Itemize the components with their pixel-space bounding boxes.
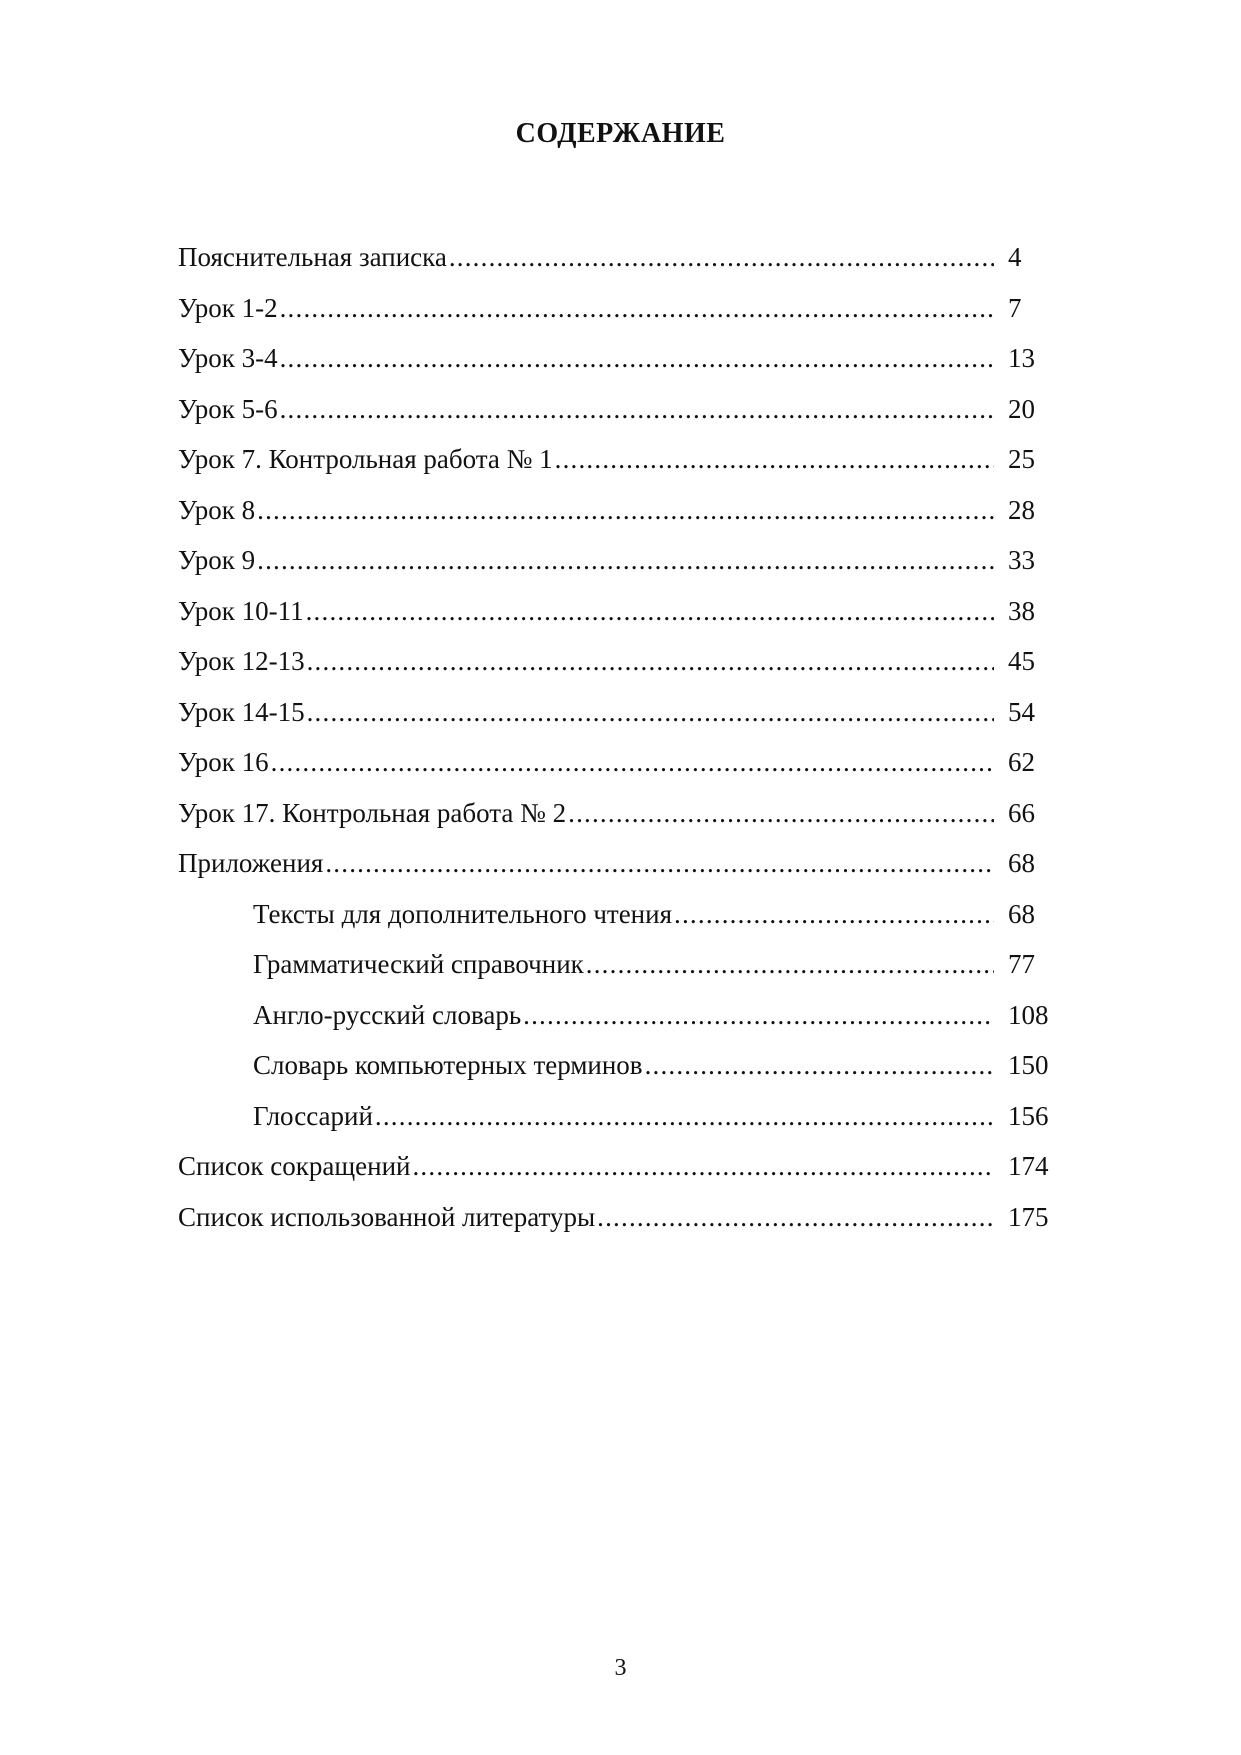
toc-entry-label: Урок 12-13 bbox=[178, 646, 305, 676]
toc-entry-page: 108 bbox=[1008, 999, 1049, 1030]
toc-entry bbox=[178, 990, 1058, 1041]
toc-entry bbox=[178, 485, 1058, 536]
toc-dot-leader bbox=[307, 636, 994, 686]
toc-entry bbox=[178, 636, 1058, 687]
toc-entry bbox=[178, 939, 1058, 990]
toc-dot-leader bbox=[645, 1040, 994, 1090]
toc-entry bbox=[178, 535, 1058, 586]
toc-entry-page: 77 bbox=[1008, 949, 1035, 979]
toc-entry-label: Глоссарий bbox=[253, 1100, 373, 1131]
toc-entry bbox=[178, 838, 1058, 889]
table-of-contents bbox=[178, 232, 1058, 1242]
toc-entry bbox=[178, 232, 1058, 283]
toc-dot-leader bbox=[257, 485, 994, 535]
toc-entry-page: 156 bbox=[1008, 1100, 1049, 1131]
toc-dot-leader bbox=[568, 788, 994, 838]
toc-dot-leader bbox=[597, 1192, 994, 1242]
toc-entry-page: 13 bbox=[1008, 343, 1035, 373]
toc-dot-leader bbox=[271, 737, 994, 787]
toc-entry-label: Приложения bbox=[178, 848, 324, 878]
toc-dot-leader bbox=[586, 939, 994, 989]
toc-entry-label: Урок 7. Контрольная работа № 1 bbox=[178, 444, 553, 474]
toc-entry-label: Урок 14-15 bbox=[178, 696, 305, 727]
toc-entry-label: Урок 10-11 bbox=[178, 595, 304, 626]
toc-entry-label: Урок 16 bbox=[178, 747, 269, 777]
toc-entry-page: 28 bbox=[1008, 494, 1035, 525]
toc-dot-leader bbox=[375, 1091, 994, 1141]
toc-entry-label: Урок 17. Контрольная работа № 2 bbox=[178, 797, 567, 828]
toc-entry-page: 7 bbox=[1008, 292, 1022, 323]
toc-entry-label: Урок 9 bbox=[178, 545, 256, 575]
toc-entry-page: 150 bbox=[1008, 1050, 1049, 1080]
toc-entry bbox=[178, 333, 1058, 384]
toc-dot-leader bbox=[412, 1141, 994, 1191]
toc-entry-label: Список использованной литературы bbox=[178, 1201, 596, 1232]
toc-entry-label: Список сокращений bbox=[178, 1151, 411, 1181]
toc-dot-leader bbox=[306, 586, 994, 636]
toc-entry-label: Пояснительная записка bbox=[178, 242, 447, 272]
toc-entry-page: 45 bbox=[1008, 646, 1035, 676]
toc-entry-page: 38 bbox=[1008, 595, 1035, 626]
toc-entry-label: Урок 3-4 bbox=[178, 343, 278, 373]
toc-entry bbox=[178, 586, 1058, 637]
toc-entry-label: Урок 8 bbox=[178, 494, 256, 525]
toc-entry-page: 174 bbox=[1008, 1151, 1049, 1181]
toc-entry-label: Словарь компьютерных терминов bbox=[253, 1050, 643, 1080]
toc-dot-leader bbox=[523, 990, 994, 1040]
toc-entry bbox=[178, 1141, 1058, 1192]
toc-entry bbox=[178, 384, 1058, 435]
toc-dot-leader bbox=[674, 889, 994, 939]
toc-dot-leader bbox=[280, 384, 994, 434]
toc-entry bbox=[178, 1091, 1058, 1142]
toc-dot-leader bbox=[280, 283, 994, 333]
toc-entry bbox=[178, 788, 1058, 839]
toc-entry-label: Англо-русский словарь bbox=[253, 999, 522, 1030]
toc-entry-page: 68 bbox=[1008, 898, 1035, 929]
page-number: 3 bbox=[614, 1655, 627, 1681]
toc-entry-page: 25 bbox=[1008, 444, 1035, 474]
toc-entry-page: 33 bbox=[1008, 545, 1035, 575]
page-title: СОДЕРЖАНИЕ bbox=[515, 118, 726, 149]
toc-entry-page: 66 bbox=[1008, 797, 1035, 828]
toc-entry bbox=[178, 434, 1058, 485]
toc-entry bbox=[178, 687, 1058, 738]
toc-entry-page: 68 bbox=[1008, 848, 1035, 878]
toc-entry-label: Урок 5-6 bbox=[178, 393, 278, 424]
toc-entry-label: Грамматический справочник bbox=[253, 949, 584, 979]
toc-entry-page: 175 bbox=[1008, 1201, 1049, 1232]
toc-dot-leader bbox=[449, 232, 994, 282]
toc-entry bbox=[178, 1040, 1058, 1091]
toc-entry-page: 54 bbox=[1008, 696, 1035, 727]
toc-entry-page: 4 bbox=[1008, 242, 1022, 272]
toc-dot-leader bbox=[555, 434, 994, 484]
toc-entry-label: Тексты для дополнительного чтения bbox=[253, 898, 673, 929]
toc-entry bbox=[178, 889, 1058, 940]
toc-entry-page: 62 bbox=[1008, 747, 1035, 777]
toc-dot-leader bbox=[307, 687, 994, 737]
toc-dot-leader bbox=[325, 838, 994, 888]
toc-entry bbox=[178, 1192, 1058, 1243]
toc-entry bbox=[178, 737, 1058, 788]
toc-entry bbox=[178, 283, 1058, 334]
toc-dot-leader bbox=[280, 333, 994, 383]
toc-entry-page: 20 bbox=[1008, 393, 1035, 424]
toc-entry-label: Урок 1-2 bbox=[178, 292, 278, 323]
toc-dot-leader bbox=[257, 535, 994, 585]
